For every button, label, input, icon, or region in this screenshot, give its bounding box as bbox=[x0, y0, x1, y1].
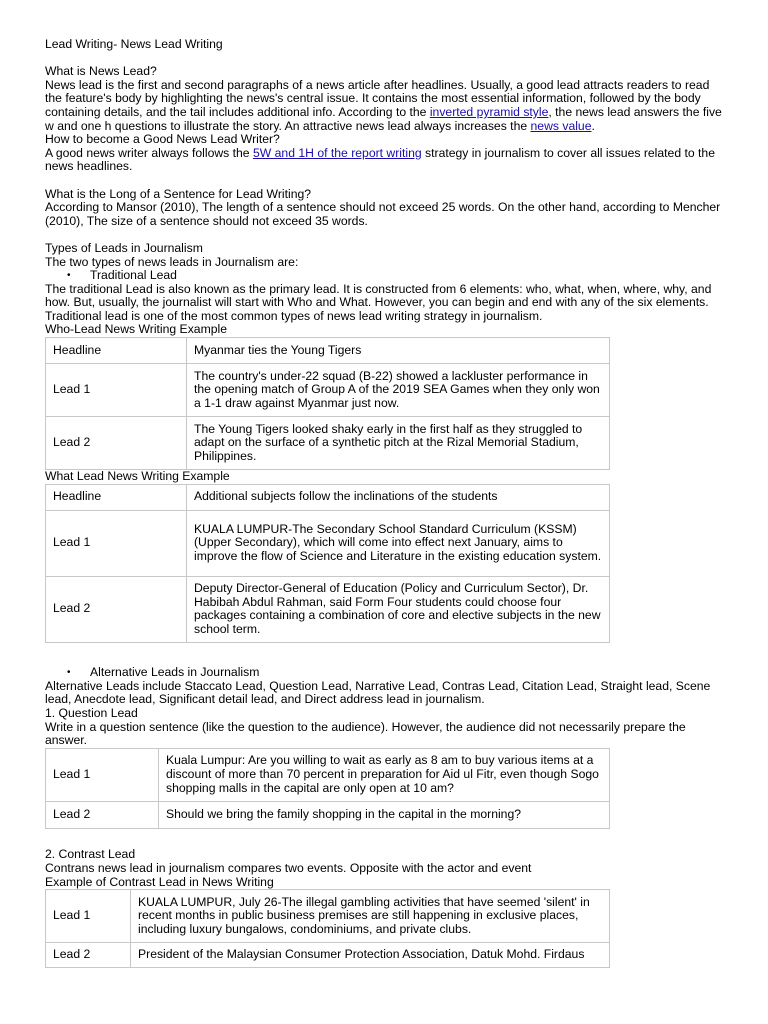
cell-value: The country's under-22 squad (B-22) showed a lackluster performance in the opening match of Group A of the 2019 SEA Games when they only won a 1-1 draw against Myanmar just now. bbox=[187, 364, 610, 417]
contrast-lead-table bbox=[45, 889, 610, 968]
what-lead-table bbox=[45, 484, 610, 643]
cell-key: Lead 2 bbox=[46, 801, 159, 828]
cell-value: KUALA LUMPUR-The Secondary School Standard Curriculum (KSSM) (Upper Secondary), which will come into effect next January, aims to improve the flow of Science and Literature in the existing education system. bbox=[187, 510, 610, 576]
alternative-leads-description: Alternative Leads include Staccato Lead, Question Lead, Narrative Lead, Contras Lead, Citation Lead, Straight lead, Scene lead, Anecdote lead, Significant detail lead, and Direct address lead in journalism. bbox=[45, 678, 711, 707]
cell-value: The Young Tigers looked shaky early in the first half as they struggled to adapt on the surface of a synthetic pitch at the Rizal Memorial Stadium, Philippines. bbox=[187, 417, 610, 470]
cell-key: Lead 2 bbox=[46, 417, 187, 470]
who-lead-heading: Who-Lead News Writing Example bbox=[45, 322, 227, 337]
bullet-alternative-leads: • Alternative Leads in Journalism bbox=[45, 666, 725, 680]
table-row bbox=[46, 417, 610, 470]
cell-value: KUALA LUMPUR, July 26-The illegal gambling activities that have seemed 'silent' in recent months in public business premises are still happening in exclusive places, including luxury bungalows, condominiums, and private clubs. bbox=[131, 890, 610, 943]
table-row bbox=[46, 943, 610, 968]
table-row bbox=[46, 801, 610, 828]
cell-value: Myanmar ties the Young Tigers bbox=[187, 338, 610, 364]
cell-value: Additional subjects follow the inclinations of the students bbox=[187, 484, 610, 510]
table-row bbox=[46, 890, 610, 943]
table-row bbox=[46, 748, 610, 801]
question-sentence-length: What is the Long of a Sentence for Lead Writing? bbox=[45, 186, 312, 201]
document-content bbox=[45, 38, 725, 968]
cell-value: Deputy Director-General of Education (Policy and Curriculum Sector), Dr. Habibah Abdul Rahman, said Form Four students could choose four packages containing a combination of core and elective subjects in the new school term. bbox=[187, 576, 610, 642]
question-lead-heading: 1. Question Lead bbox=[45, 706, 138, 721]
table-row bbox=[46, 364, 610, 417]
what-lead-heading: What Lead News Writing Example bbox=[45, 469, 230, 484]
who-lead-table bbox=[45, 337, 610, 470]
link-news-value[interactable]: news value bbox=[530, 118, 592, 133]
cell-key: Lead 2 bbox=[46, 943, 131, 968]
paragraph-sentence-length: According to Mansor (2010), The length of a sentence should not exceed 25 words. On the other hand, according to Mencher (2010), The size of a sentence should not exceed 35 words. bbox=[45, 200, 721, 228]
traditional-lead-description: The traditional Lead is also known as the primary lead. It is constructed from 6 elements: who, what, when, where, why, and how. But, usually, the journalist will start with Who and What. However, you can begin and end with any of the six elements. Traditional lead is one of the most common types of news lead writing strategy in journalism. bbox=[45, 281, 712, 323]
cell-key: Headline bbox=[46, 338, 187, 364]
cell-key: Lead 2 bbox=[46, 576, 187, 642]
bullet-list-2 bbox=[45, 666, 725, 680]
cell-value: Should we bring the family shopping in the capital in the morning? bbox=[159, 801, 610, 828]
link-inverted-pyramid[interactable]: inverted pyramid style bbox=[429, 104, 549, 119]
cell-value: President of the Malaysian Consumer Protection Association, Datuk Mohd. Firdaus bbox=[131, 943, 610, 968]
contrast-lead-description: Contrans news lead in journalism compares two events. Opposite with the actor and event bbox=[45, 861, 532, 875]
paragraph-good-writer: A good news writer always follows the 5W and 1H of the report writing strategy in journalism to cover all issues related to the news headlines. bbox=[45, 145, 715, 174]
question-lead-description: Write in a question sentence (like the question to the audience). However, the audience did not necessarily prepare the answer. bbox=[45, 719, 686, 748]
paragraph-news-lead: News lead is the first and second paragraphs of a news article after headlines. Usually, a good lead attracts readers to read the feature's body by highlighting the news's central issue. It contains the most essential information, followed by the body containing details, and the tail includes additional info. According to the inverted pyramid style, the news lead answers the five w and one h questions to illustrate the story. An attractive news lead always increases the news value. bbox=[45, 77, 722, 133]
cell-value: Kuala Lumpur: Are you willing to wait as early as 8 am to buy various items at a discount of more than 70 percent in preparation for Aid ul Fitr, even though Sogo shopping malls in the capital are only open at 10 am? bbox=[159, 748, 610, 801]
table-row bbox=[46, 338, 610, 364]
cell-key: Lead 1 bbox=[46, 890, 131, 943]
contrast-lead-heading: 2. Contrast Lead bbox=[45, 847, 136, 862]
table-row bbox=[46, 510, 610, 576]
table-row bbox=[46, 576, 610, 642]
document-title: Lead Writing- News Lead Writing bbox=[45, 37, 223, 51]
question-good-writer: How to become a Good News Lead Writer? bbox=[45, 132, 280, 147]
question-what-is-news-lead: What is News Lead? bbox=[45, 64, 157, 79]
bullet-traditional-lead: • Traditional Lead bbox=[45, 269, 725, 283]
types-intro: The two types of news leads in Journalism are: bbox=[45, 254, 299, 269]
types-heading: Types of Leads in Journalism bbox=[45, 240, 203, 255]
cell-key: Lead 1 bbox=[46, 364, 187, 417]
link-5w-1h[interactable]: 5W and 1H of the report writing bbox=[252, 145, 422, 160]
contrast-lead-example-heading: Example of Contrast Lead in News Writing bbox=[45, 874, 274, 889]
cell-key: Lead 1 bbox=[46, 510, 187, 576]
bullet-list-1 bbox=[45, 269, 725, 283]
cell-key: Lead 1 bbox=[46, 748, 159, 801]
table-row bbox=[46, 484, 610, 510]
question-lead-table bbox=[45, 748, 610, 829]
cell-key: Headline bbox=[46, 484, 187, 510]
